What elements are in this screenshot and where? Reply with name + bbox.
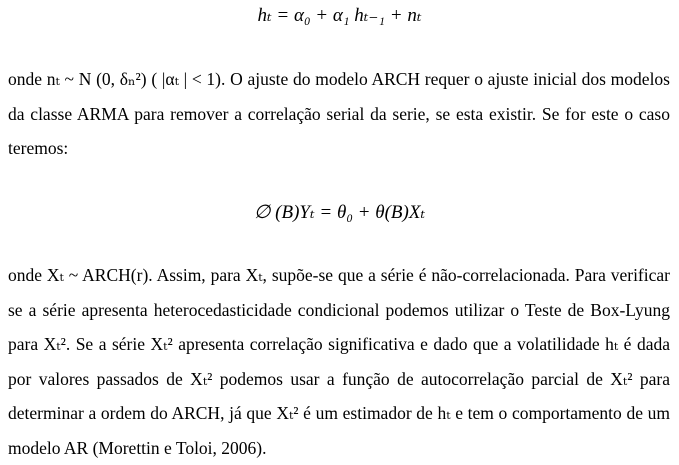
equation-arch-variance: hₜ = α₀ + α₁ hₜ₋₁ + nₜ bbox=[257, 5, 422, 26]
paragraph-heteroscedasticity-test: onde Xₜ ~ ARCH(r). Assim, para Xₜ, supõe-se que a série é não-correlacionada. Para verificar se a série apresenta heterocedasticidade condicional podemos utilizar o Teste de Box-Lyung para Xₜ². Se a série Xₜ² apresenta correlação significativa e dado que a volatilidade hₜ é dada por valores passados de Xₜ² podemos usar a função de autocorrelação parcial de Xₜ² para determinar a ordem do ARCH, já que Xₜ² é um estimador de hₜ e tem o comportamento de um modelo AR (Morettin e Toloi, 2006). bbox=[8, 265, 670, 458]
equation-arma-model: ∅ (B)Yₜ = θ₀ + θ(B)Xₜ bbox=[253, 202, 426, 223]
paragraph-arch-adjustment: onde nₜ ~ N (0, δₙ²) ( |αₜ | < 1). O ajuste do modelo ARCH requer o ajuste inicial dos modelos da classe ARMA para remover a correlação serial da serie, se esta existir. Se for este o caso teremos: bbox=[8, 69, 670, 158]
